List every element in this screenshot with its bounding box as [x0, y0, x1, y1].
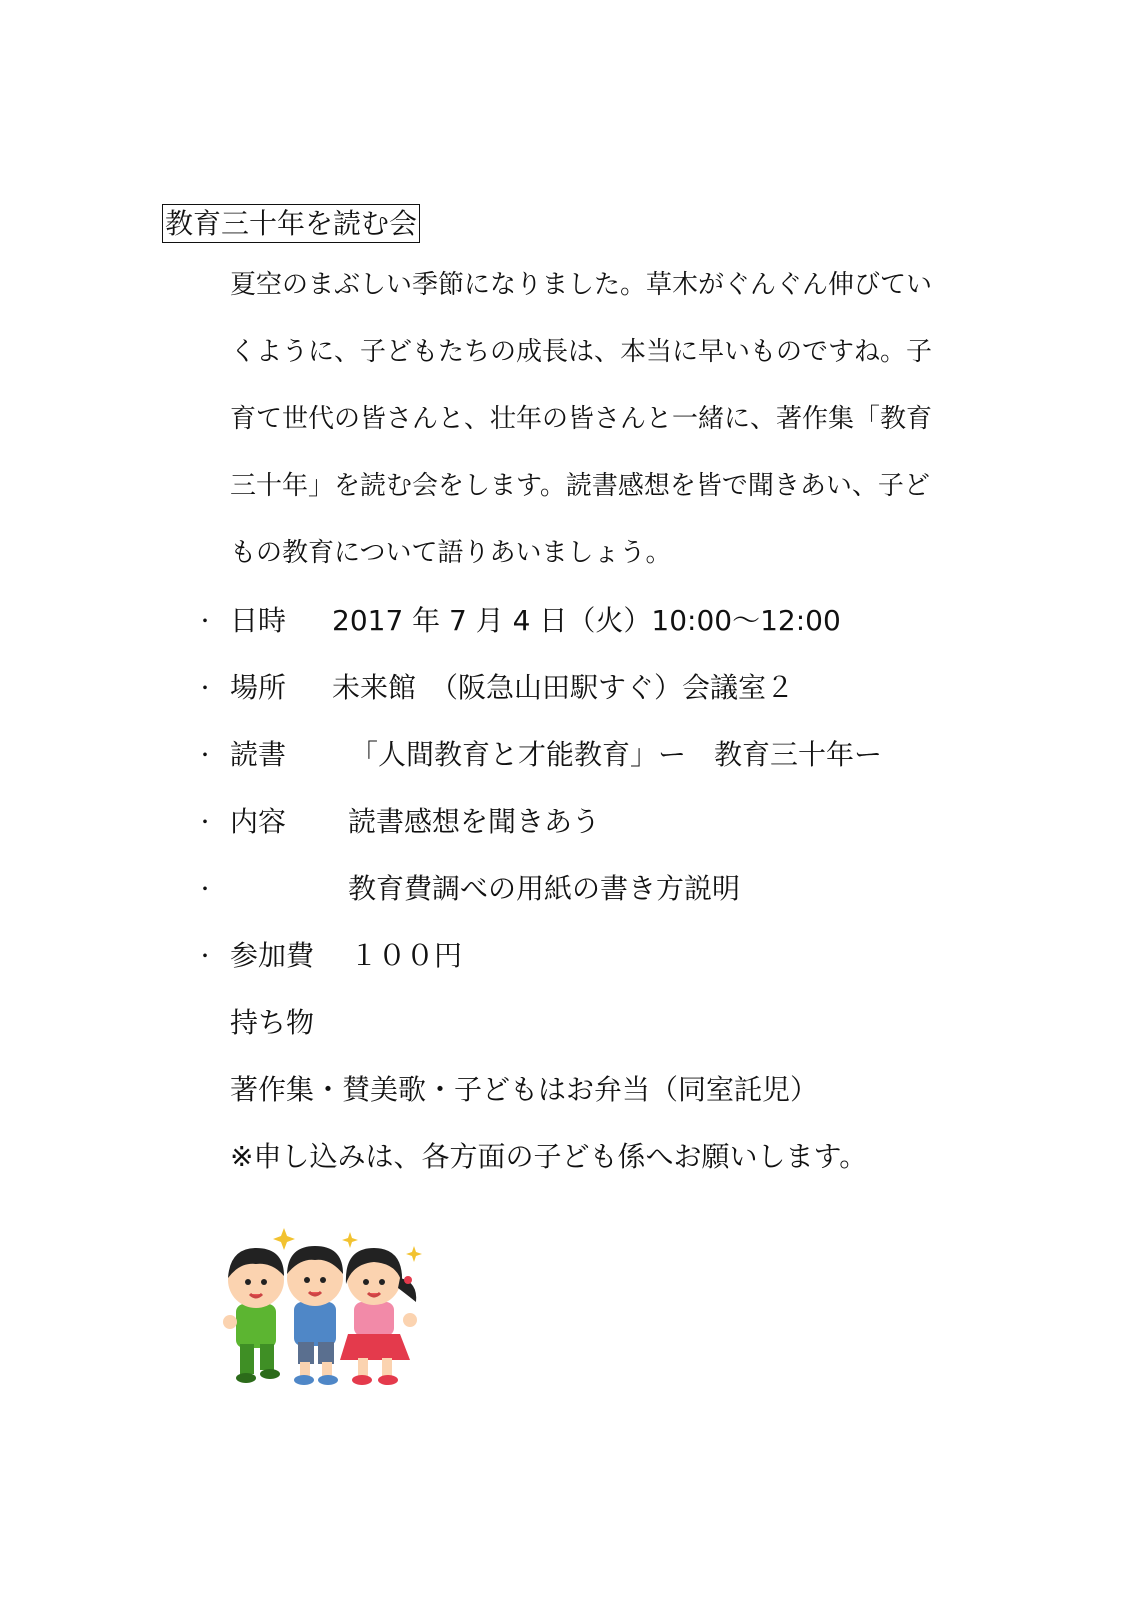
- bullet: ・: [195, 944, 215, 968]
- bullet: ・: [195, 743, 215, 767]
- detail-label: 日時: [230, 604, 287, 637]
- detail-value: 未来館 （阪急山田駅すぐ）会議室２: [332, 671, 795, 704]
- page-title: 教育三十年を読む会: [162, 204, 420, 243]
- bullet: ・: [195, 877, 215, 901]
- detail-label: 内容: [230, 805, 287, 838]
- intro-line-2: くように、子どもたちの成長は、本当に早いものですね。子: [230, 337, 933, 367]
- detail-value: １００円: [350, 939, 463, 972]
- detail-label: 読書: [230, 738, 287, 771]
- detail-reading: [0, 735, 1131, 775]
- detail-label: 場所: [230, 671, 287, 704]
- bullet: ・: [195, 609, 215, 633]
- detail-value: 教育費調べの用紙の書き方説明: [348, 872, 741, 905]
- intro-line-4: 三十年」を読む会をします。読書感想を皆で聞きあい、子ど: [230, 471, 930, 501]
- detail-content-2: [0, 869, 1131, 909]
- detail-place: [0, 668, 1131, 708]
- bullet: ・: [195, 676, 215, 700]
- detail-datetime: [0, 601, 1131, 641]
- bullet: ・: [195, 810, 215, 834]
- detail-value: 2017 年 7 月 4 日（火）10:00～12:00: [332, 604, 841, 637]
- detail-value: 「人間教育と才能教育」ー 教育三十年ー: [350, 738, 883, 771]
- intro-line-1: 夏空のまぶしい季節になりました。草木がぐんぐん伸びてい: [230, 270, 933, 300]
- detail-label: 参加費: [230, 939, 315, 972]
- child-green: [223, 1248, 284, 1383]
- detail-fee: [0, 936, 1131, 976]
- intro-line-5: もの教育について語りあいましょう。: [230, 538, 672, 568]
- detail-value: 読書感想を聞きあう: [348, 805, 601, 838]
- child-blue: [287, 1246, 343, 1385]
- application-note: ※申し込みは、各方面の子ども係へお願いします。: [230, 1140, 868, 1173]
- belongings-label: 持ち物: [230, 1006, 315, 1039]
- running-children-icon: [222, 1222, 432, 1402]
- intro-line-3: 育て世代の皆さんと、壮年の皆さんと一緒に、著作集「教育: [230, 404, 933, 434]
- detail-content: [0, 802, 1131, 842]
- child-pink: [340, 1248, 417, 1385]
- belongings-items: 著作集・賛美歌・子どもはお弁当（同室託児）: [230, 1073, 819, 1106]
